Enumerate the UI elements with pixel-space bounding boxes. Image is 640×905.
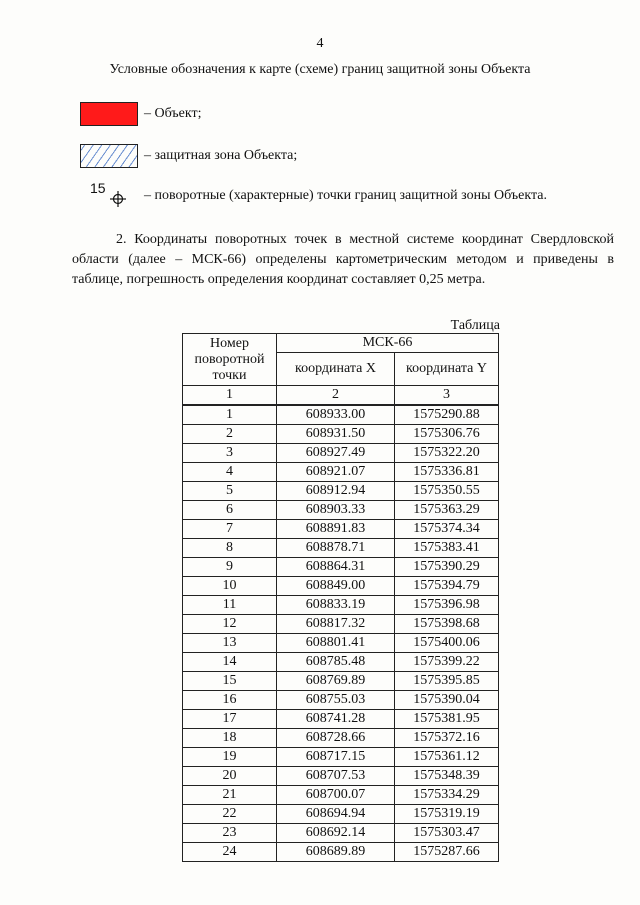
table-row — [183, 425, 499, 444]
coord-y-cell: 1575374.34 — [395, 520, 499, 539]
coord-x-cell: 608769.89 — [277, 672, 395, 691]
point-number-cell: 10 — [183, 577, 277, 596]
table-header-row — [183, 334, 499, 353]
coord-y-cell: 1575322.20 — [395, 444, 499, 463]
legend-item-zone-label: – защитная зона Объекта; — [144, 148, 298, 163]
coord-y-cell: 1575381.95 — [395, 710, 499, 729]
point-number-cell: 6 — [183, 501, 277, 520]
point-number-cell: 14 — [183, 653, 277, 672]
coord-x-cell: 608689.89 — [277, 843, 395, 862]
coord-x-cell: 608849.00 — [277, 577, 395, 596]
coord-x-cell: 608817.32 — [277, 615, 395, 634]
coord-y-cell: 1575398.68 — [395, 615, 499, 634]
coord-x-cell: 608728.66 — [277, 729, 395, 748]
table-row — [183, 634, 499, 653]
coord-y-cell: 1575372.16 — [395, 729, 499, 748]
table-row — [183, 558, 499, 577]
table-row — [183, 539, 499, 558]
coord-y-cell: 1575303.47 — [395, 824, 499, 843]
table-row — [183, 615, 499, 634]
coord-x-cell: 608912.94 — [277, 482, 395, 501]
legend-item-protective-zone — [80, 144, 297, 168]
legend-item-points-label: – поворотные (характерные) точки границ защитной зоны Объекта. — [144, 188, 547, 203]
point-number-cell: 4 — [183, 463, 277, 482]
table-row — [183, 824, 499, 843]
table-row — [183, 444, 499, 463]
legend-title: Условные обозначения к карте (схеме) границ защитной зоны Объекта — [109, 62, 531, 77]
legend-item-object-label: – Объект; — [144, 106, 202, 121]
coord-x-cell: 608891.83 — [277, 520, 395, 539]
coord-x-cell: 608692.14 — [277, 824, 395, 843]
coord-y-cell: 1575350.55 — [395, 482, 499, 501]
point-number-cell: 13 — [183, 634, 277, 653]
coord-x-cell: 608801.41 — [277, 634, 395, 653]
point-number-cell: 24 — [183, 843, 277, 862]
point-number-cell: 7 — [183, 520, 277, 539]
coord-x-cell: 608700.07 — [277, 786, 395, 805]
coord-y-cell: 1575363.29 — [395, 501, 499, 520]
hatched-zone-swatch-icon — [80, 144, 138, 168]
coord-x-cell: 608903.33 — [277, 501, 395, 520]
point-number-cell: 15 — [183, 672, 277, 691]
crosshair-icon — [110, 191, 126, 207]
coord-x-cell: 608878.71 — [277, 539, 395, 558]
point-number-cell: 18 — [183, 729, 277, 748]
table-row — [183, 691, 499, 710]
coord-x-cell: 608707.53 — [277, 767, 395, 786]
table-row — [183, 482, 499, 501]
coord-y-cell: 1575306.76 — [395, 425, 499, 444]
header-point-number: Номер поворотной точки — [183, 334, 277, 386]
coord-y-cell: 1575394.79 — [395, 577, 499, 596]
coord-y-cell: 1575361.12 — [395, 748, 499, 767]
table-row — [183, 520, 499, 539]
table-row — [183, 653, 499, 672]
point-number-cell: 21 — [183, 786, 277, 805]
coord-y-cell: 1575287.66 — [395, 843, 499, 862]
column-number: 2 — [277, 386, 395, 406]
coord-x-cell: 608833.19 — [277, 596, 395, 615]
coord-y-cell: 1575399.22 — [395, 653, 499, 672]
column-number: 3 — [395, 386, 499, 406]
coord-x-cell: 608931.50 — [277, 425, 395, 444]
point-number-cell: 9 — [183, 558, 277, 577]
table-row — [183, 463, 499, 482]
table-row — [183, 672, 499, 691]
coordinates-paragraph: 2. Координаты поворотных точек в местной системе координат Свердловской области (далее – МСК-66) определены картометрическим методом и приведены в таблице, погрешность определения координат составляет 0,25 метра. — [72, 232, 614, 287]
table-row — [183, 805, 499, 824]
coord-y-cell: 1575390.29 — [395, 558, 499, 577]
point-number-cell: 11 — [183, 596, 277, 615]
legend-item-object — [80, 102, 201, 126]
point-number-cell: 2 — [183, 425, 277, 444]
object-swatch-icon — [80, 102, 138, 126]
coord-y-cell: 1575336.81 — [395, 463, 499, 482]
coord-y-cell: 1575400.06 — [395, 634, 499, 653]
coord-y-cell: 1575395.85 — [395, 672, 499, 691]
table-row — [183, 767, 499, 786]
point-number-cell: 5 — [183, 482, 277, 501]
column-number: 1 — [183, 386, 277, 406]
table-row — [183, 729, 499, 748]
coord-x-cell: 608694.94 — [277, 805, 395, 824]
point-number-cell: 16 — [183, 691, 277, 710]
table-row — [183, 843, 499, 862]
table-row — [183, 786, 499, 805]
coord-x-cell: 608755.03 — [277, 691, 395, 710]
coord-y-cell: 1575319.19 — [395, 805, 499, 824]
table-row — [183, 596, 499, 615]
coord-y-cell: 1575383.41 — [395, 539, 499, 558]
point-number-cell: 1 — [183, 405, 277, 425]
table-row — [183, 748, 499, 767]
column-number-row — [183, 386, 499, 406]
coord-x-cell: 608933.00 — [277, 405, 395, 425]
point-number-cell: 17 — [183, 710, 277, 729]
coord-y-cell: 1575390.04 — [395, 691, 499, 710]
coord-y-cell: 1575334.29 — [395, 786, 499, 805]
point-number-cell: 22 — [183, 805, 277, 824]
header-coord-y: координата Y — [395, 353, 499, 386]
table-row — [183, 577, 499, 596]
point-number-cell: 20 — [183, 767, 277, 786]
table-caption: Таблица — [450, 318, 500, 333]
table-row — [183, 405, 499, 425]
coord-x-cell: 608741.28 — [277, 710, 395, 729]
page-number: 4 — [316, 36, 324, 51]
coord-x-cell: 608785.48 — [277, 653, 395, 672]
header-coord-x: координата X — [277, 353, 395, 386]
coordinates-table — [182, 333, 499, 862]
point-number-cell: 12 — [183, 615, 277, 634]
point-number-cell: 8 — [183, 539, 277, 558]
coord-x-cell: 608927.49 — [277, 444, 395, 463]
turning-point-example-number: 15 — [90, 180, 106, 196]
coord-y-cell: 1575290.88 — [395, 405, 499, 425]
table-row — [183, 710, 499, 729]
legend-item-turning-points — [80, 180, 547, 208]
header-msk66: МСК-66 — [277, 334, 499, 353]
coord-y-cell: 1575396.98 — [395, 596, 499, 615]
turning-point-marker-icon — [80, 180, 138, 208]
coord-x-cell: 608864.31 — [277, 558, 395, 577]
coord-y-cell: 1575348.39 — [395, 767, 499, 786]
table-row — [183, 501, 499, 520]
point-number-cell: 23 — [183, 824, 277, 843]
coord-x-cell: 608717.15 — [277, 748, 395, 767]
point-number-cell: 19 — [183, 748, 277, 767]
point-number-cell: 3 — [183, 444, 277, 463]
coord-x-cell: 608921.07 — [277, 463, 395, 482]
